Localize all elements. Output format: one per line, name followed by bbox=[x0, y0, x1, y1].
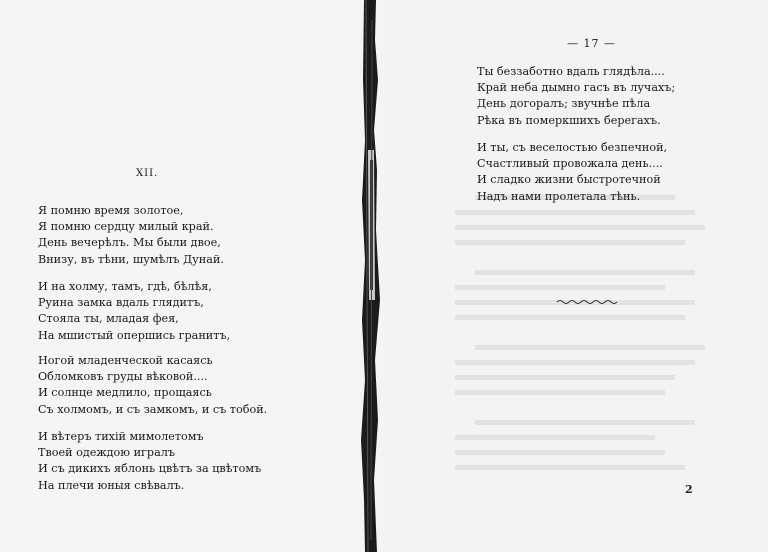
verse-line: И вѣтеръ тихій мимолетомъ bbox=[38, 430, 204, 443]
verse-line: И ты, съ веселостью безпечной, bbox=[477, 141, 668, 154]
verse-line: Руина замка вдаль глядитъ, bbox=[38, 296, 204, 310]
verse-line: И съ дикихъ яблонь цвѣтъ за цвѣтомъ bbox=[38, 462, 262, 476]
bleed-through-text bbox=[455, 190, 715, 476]
verse-line: И солнце медлило, прощаясь bbox=[38, 386, 212, 400]
verse-line: Счастливый провожала день.... bbox=[477, 157, 663, 171]
stanza-4 bbox=[38, 429, 261, 494]
verse-line: На плечи юныя свѣвалъ. bbox=[38, 478, 185, 492]
ornament-divider bbox=[556, 290, 618, 296]
book-gutter bbox=[356, 0, 384, 552]
signature-mark: 2 bbox=[685, 483, 693, 496]
verse-line: На мшистый опершись гранитъ, bbox=[38, 328, 231, 342]
verse-line: Внизу, въ тѣни, шумѣлъ Дунай. bbox=[38, 252, 224, 266]
stanza-3 bbox=[38, 353, 267, 418]
verse-line: Обломковъ груды вѣковой.... bbox=[38, 370, 208, 384]
verse-line: Ты беззаботно вдаль глядѣла.... bbox=[477, 65, 665, 78]
stanza-6 bbox=[477, 140, 667, 205]
verse-line: День вечерѣлъ. Мы были двое, bbox=[38, 236, 221, 250]
verse-line: Ногой младенческой касаясь bbox=[38, 354, 213, 367]
verse-line: Рѣка въ померкшихъ берегахъ. bbox=[477, 113, 661, 127]
poem-heading: XII. bbox=[136, 168, 159, 179]
verse-line: Съ холмомъ, и съ замкомъ, и съ тобой. bbox=[38, 402, 268, 416]
verse-line: Твоей одеждою игралъ bbox=[38, 446, 175, 460]
verse-line: Я помню сердцу милый край. bbox=[38, 220, 214, 234]
verse-line: Край неба дымно гасъ въ лучахъ; bbox=[477, 81, 676, 95]
verse-line: Я помню время золотое, bbox=[38, 204, 184, 217]
verse-line: И на холму, тамъ, гдѣ, бѣлѣя, bbox=[38, 280, 212, 293]
verse-line: И сладко жизни быстротечной bbox=[477, 173, 661, 187]
stanza-1 bbox=[38, 203, 224, 268]
verse-line: Стояла ты, младая фея, bbox=[38, 312, 179, 326]
verse-line: День догоралъ; звучнѣе пѣла bbox=[477, 97, 651, 111]
page-number: — 17 — bbox=[567, 37, 616, 50]
stanza-2 bbox=[38, 279, 230, 344]
stanza-5 bbox=[477, 64, 675, 129]
verse-line: Надъ нами пролетала тѣнь. bbox=[477, 189, 641, 203]
